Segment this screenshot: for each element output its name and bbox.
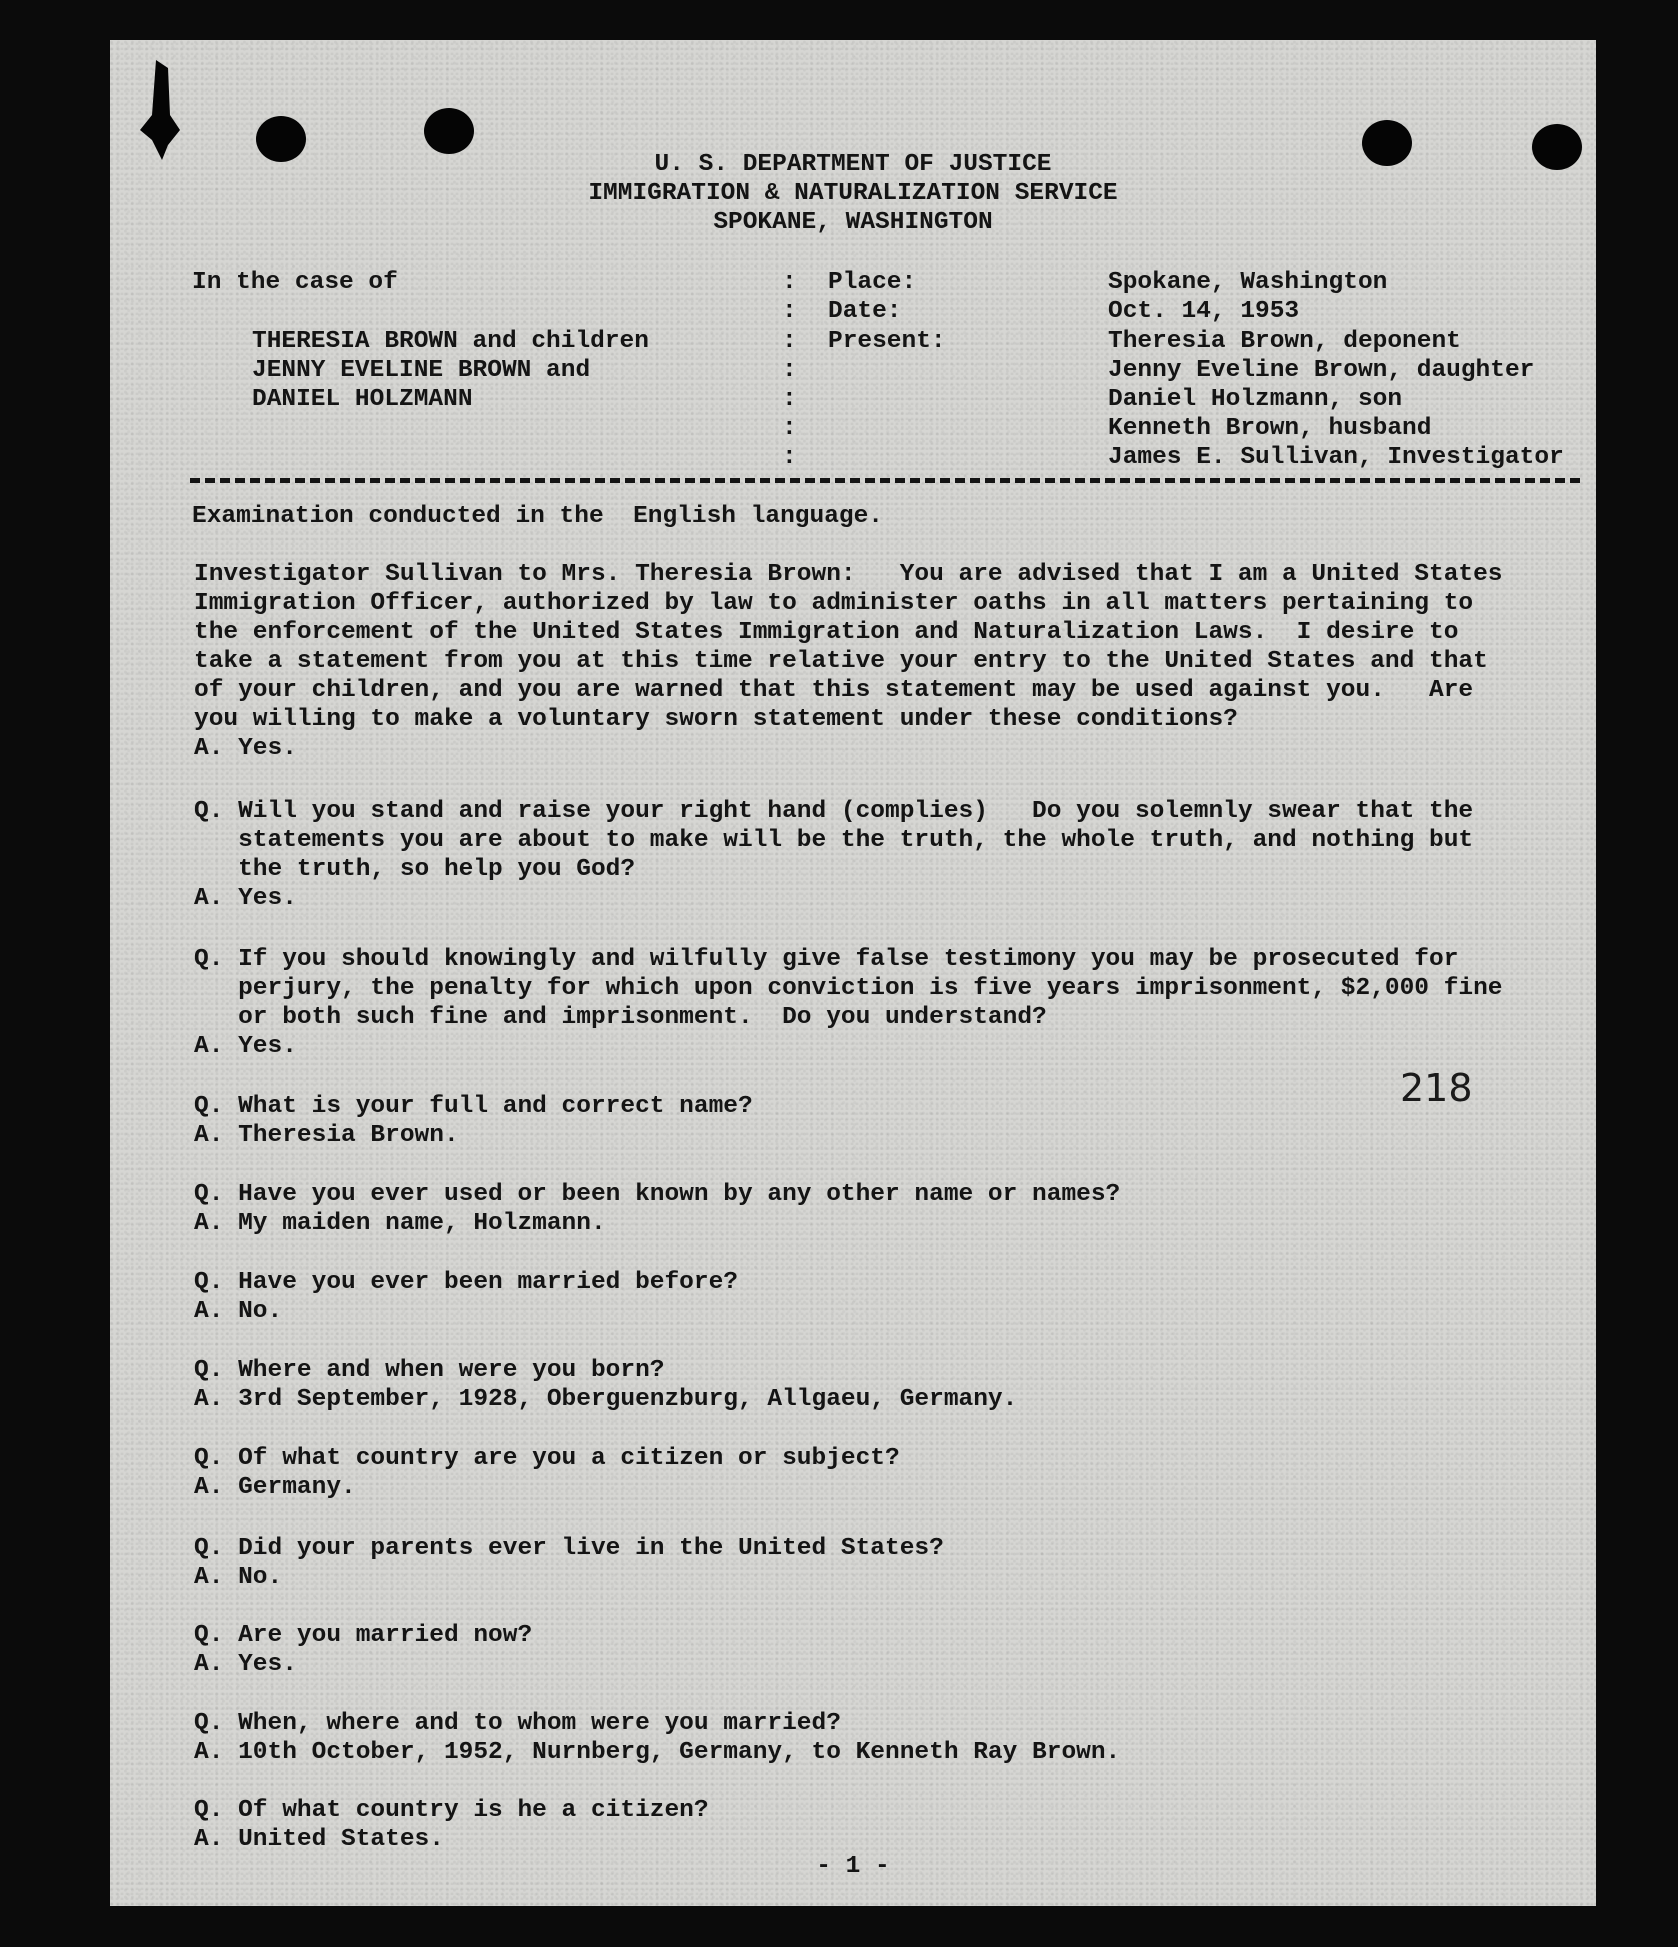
question-line: Q. What is your full and correct name? (194, 1093, 753, 1120)
intro-line: take a statement from you at this time relative your entry to the United States and that (194, 648, 1488, 675)
answer-line: A. Germany. (194, 1474, 356, 1501)
answer-line: A. 10th October, 1952, Nurnberg, Germany, to Kenneth Ray Brown. (194, 1739, 1121, 1766)
separator-colon: : (782, 298, 797, 325)
question-line: Q. Of what country is he a citizen? (194, 1797, 709, 1824)
question-line: Q. Are you married now? (194, 1622, 533, 1649)
answer-line: A. Yes. (194, 1033, 297, 1060)
intro-line: of your children, and you are warned that this statement may be used against you. Are (194, 677, 1474, 704)
intro-line: you willing to make a voluntary sworn statement under these conditions? (194, 706, 1238, 733)
answer-line: A. My maiden name, Holzmann. (194, 1210, 606, 1237)
dashed-divider (190, 478, 1580, 483)
case-name-line: THERESIA BROWN and children (252, 328, 649, 355)
answer-line: A. Yes. (194, 735, 297, 762)
date-label: Date: (828, 298, 902, 325)
answer-line: A. No. (194, 1564, 283, 1591)
present-person: Kenneth Brown, husband (1108, 415, 1432, 442)
case-name-line: DANIEL HOLZMANN (252, 386, 473, 413)
question-line: Q. Have you ever been married before? (194, 1269, 738, 1296)
separator-colon: : (782, 444, 797, 471)
separator-colon: : (782, 269, 797, 296)
question-line: the truth, so help you God? (194, 856, 636, 883)
office-location: SPOKANE, WASHINGTON (713, 209, 993, 236)
question-line: Q. Where and when were you born? (194, 1357, 665, 1384)
present-person: Jenny Eveline Brown, daughter (1108, 357, 1535, 384)
language-statement: Examination conducted in the English language. (192, 503, 884, 530)
intro-line: Immigration Officer, authorized by law to administer oaths in all matters pertaining to (194, 590, 1474, 617)
separator-colon: : (782, 386, 797, 413)
date-value: Oct. 14, 1953 (1108, 298, 1300, 325)
intro-line: Investigator Sullivan to Mrs. Theresia Brown: You are advised that I am a United States (194, 561, 1503, 588)
question-line: perjury, the penalty for which upon conviction is five years imprisonment, $2,000 fine (194, 975, 1503, 1002)
present-label: Present: (828, 328, 946, 355)
case-label: In the case of (192, 269, 398, 296)
document-page (110, 40, 1596, 1906)
intro-line: the enforcement of the United States Immigration and Naturalization Laws. I desire to (194, 619, 1459, 646)
question-line: statements you are about to make will be the truth, the whole truth, and nothing but (194, 827, 1474, 854)
question-line: Q. Will you stand and raise your right hand (complies) Do you solemnly swear that the (194, 798, 1474, 825)
torn-corner (140, 60, 180, 160)
place-label: Place: (828, 269, 917, 296)
answer-line: A. United States. (194, 1826, 444, 1853)
present-person: James E. Sullivan, Investigator (1108, 444, 1564, 471)
answer-line: A. 3rd September, 1928, Oberguenzburg, Allgaeu, Germany. (194, 1386, 1018, 1413)
place-value: Spokane, Washington (1108, 269, 1388, 296)
handwritten-page-number: 218 (1400, 1066, 1473, 1110)
question-line: Q. When, where and to whom were you married? (194, 1710, 841, 1737)
question-line: or both such fine and imprisonment. Do you understand? (194, 1004, 1047, 1031)
present-person: Daniel Holzmann, son (1108, 386, 1403, 413)
answer-line: A. Yes. (194, 1651, 297, 1678)
answer-line: A. Theresia Brown. (194, 1122, 459, 1149)
question-line: Q. Of what country are you a citizen or subject? (194, 1445, 900, 1472)
separator-colon: : (782, 328, 797, 355)
service-name: IMMIGRATION & NATURALIZATION SERVICE (588, 180, 1118, 207)
question-line: Q. Have you ever used or been known by any other name or names? (194, 1181, 1121, 1208)
punch-hole (424, 108, 474, 154)
page-number: - 1 - (816, 1853, 890, 1880)
separator-colon: : (782, 357, 797, 384)
agency-name: U. S. DEPARTMENT OF JUSTICE (654, 151, 1052, 178)
question-line: Q. Did your parents ever live in the United States? (194, 1535, 944, 1562)
separator-colon: : (782, 415, 797, 442)
answer-line: A. Yes. (194, 885, 297, 912)
answer-line: A. No. (194, 1298, 283, 1325)
present-person: Theresia Brown, deponent (1108, 328, 1461, 355)
case-name-line: JENNY EVELINE BROWN and (252, 357, 591, 384)
question-line: Q. If you should knowingly and wilfully give false testimony you may be prosecuted for (194, 946, 1459, 973)
